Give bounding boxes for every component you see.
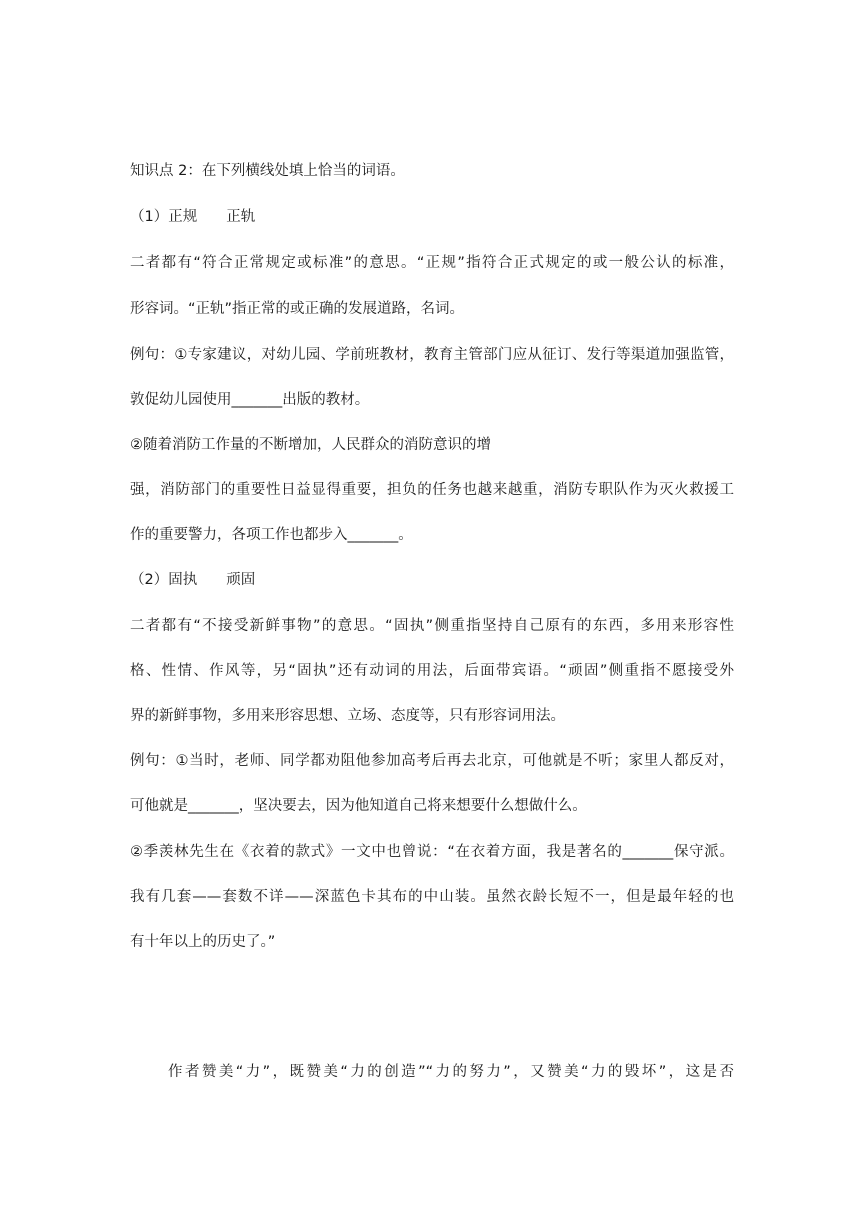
example-line: 强，消防部门的重要性日益显得重要，担负的任务也越来越重，消防专职队作为灭火救援工 [130, 482, 734, 498]
example-line: 有十年以上的历史了。” [130, 934, 276, 950]
paragraph-line: 格、性情、作风等，另“固执”还有动词的用法，后面带宾语。“顽固”侧重指不愿接受外 [130, 663, 734, 679]
example-line: 例句：①当时，老师、同学都劝阻他参加高考后再去北京，可他就是不听；家里人都反对， [130, 753, 734, 769]
example-line: 可他就是_______，坚决要去，因为他知道自己将来想要什么想做什么。 [130, 798, 587, 814]
knowledge-point-heading: 知识点 2：在下列横线处填上恰当的词语。 [130, 163, 405, 179]
example-line: 我有几套——套数不详——深蓝色卡其布的中山装。虽然衣龄长短不一，但是最年轻的也 [130, 889, 734, 905]
item-1-heading: （1）正规 正轨 [130, 209, 256, 225]
example-line: 作的重要警力，各项工作也都步入_______。 [130, 527, 413, 543]
paragraph-line: 二者都有“不接受新鲜事物”的意思。“固执”侧重指坚持自己原有的东西，多用来形容性 [130, 618, 734, 634]
example-line: ②季羡林先生在《衣着的款式》一文中也曾说：“在衣着方面，我是著名的_______保守派。 [130, 844, 734, 860]
example-line: 例句：①专家建议，对幼儿园、学前班教材，教育主管部门应从征订、发行等渠道加强监管， [130, 347, 734, 363]
item-2-heading: （2）固执 顽固 [130, 572, 256, 588]
paragraph-line: 二者都有“符合正常规定或标准”的意思。“正规”指符合正式规定的或一般公认的标准， [130, 255, 734, 271]
paragraph-line: 界的新鲜事物，多用来形容思想、立场、态度等，只有形容词用法。 [130, 708, 565, 724]
example-line: ②随着消防工作量的不断增加，人民群众的消防意识的增 [130, 437, 491, 453]
next-paragraph-line: 作者赞美“力”，既赞美“力的创造”“力的努力”，又赞美“力的毁坏”，这是否 [168, 1063, 734, 1080]
example-line: 敦促幼儿园使用_______出版的教材。 [130, 392, 370, 408]
paragraph-line: 形容词。“正轨”指正常的或正确的发展道路，名词。 [130, 301, 465, 317]
